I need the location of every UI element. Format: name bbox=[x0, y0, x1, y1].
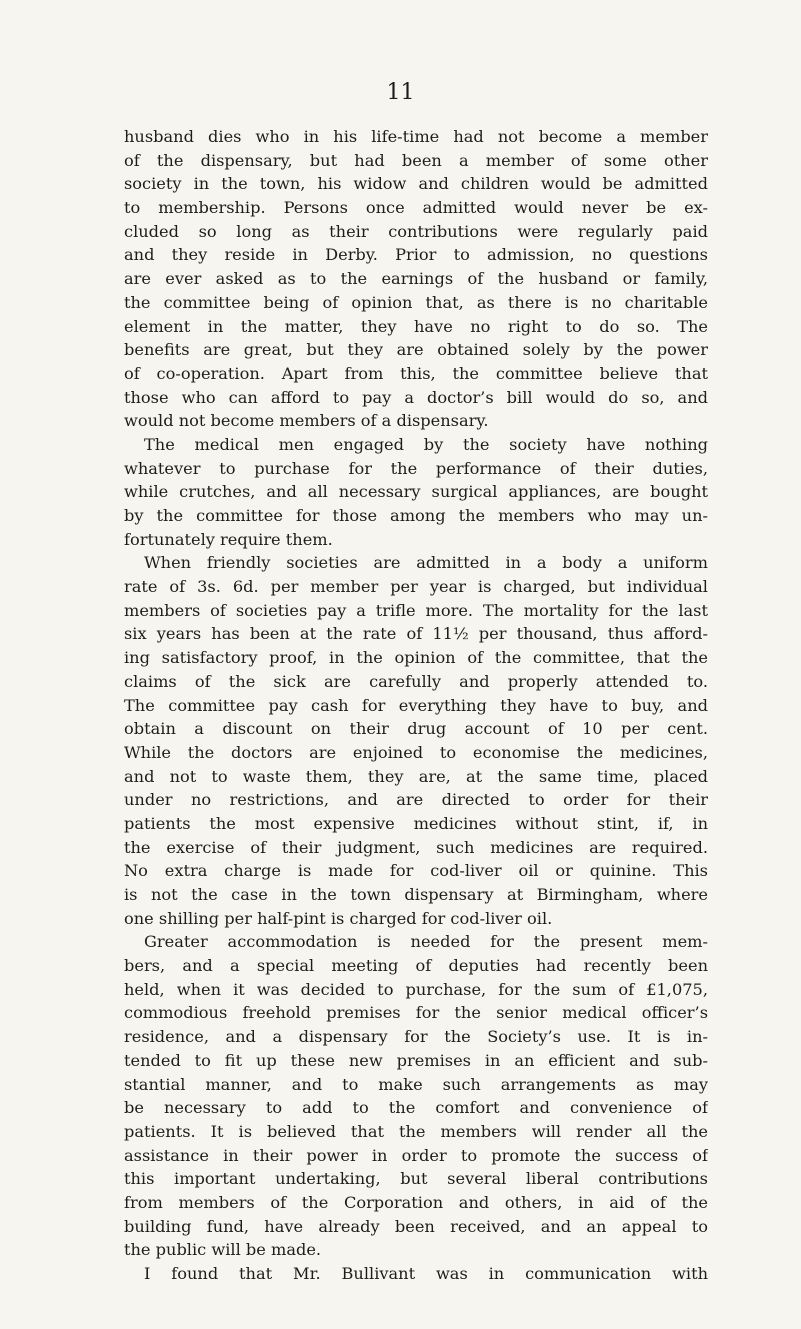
paragraph bbox=[124, 551, 708, 930]
text-line: this important undertaking, but several liberal contributions bbox=[124, 1169, 708, 1189]
text-line: held, when it was decided to purchase, for the sum of £1,075, bbox=[124, 979, 708, 999]
text-line: building fund, have already been received, and an appeal to bbox=[124, 1216, 708, 1236]
text-line: When friendly societies are admitted in a body a uniform bbox=[144, 553, 708, 573]
text-line: to membership. Persons once admitted would never be ex- bbox=[124, 198, 708, 218]
paragraph bbox=[124, 125, 708, 433]
text-line: bers, and a special meeting of deputies had recently been bbox=[124, 956, 708, 976]
text-line: the exercise of their judgment, such medicines are required. bbox=[124, 837, 708, 857]
text-line: commodious freehold premises for the senior medical officer’s bbox=[124, 1003, 708, 1023]
text-line: patients. It is believed that the members will render all the bbox=[124, 1121, 708, 1141]
paragraph bbox=[124, 433, 708, 551]
text-line: one shilling per half-pint is charged for cod-liver oil. bbox=[124, 908, 553, 928]
text-line: society in the town, his widow and children would be admitted bbox=[124, 174, 708, 194]
body-text bbox=[124, 125, 708, 1286]
text-line: The committee pay cash for everything they have to buy, and bbox=[124, 695, 708, 715]
text-line: the public will be made. bbox=[124, 1240, 322, 1260]
text-line: and not to waste them, they are, at the same time, placed bbox=[124, 766, 708, 786]
text-line: from members of the Corporation and others, in aid of the bbox=[124, 1192, 708, 1212]
paragraph bbox=[124, 1262, 708, 1286]
text-line: members of societies pay a trifle more. The mortality for the last bbox=[124, 600, 708, 620]
text-line: be necessary to add to the comfort and convenience of bbox=[124, 1098, 708, 1118]
text-line: husband dies who in his life-time had not become a member bbox=[124, 127, 708, 146]
text-line: would not become members of a dispensary. bbox=[124, 411, 489, 431]
text-line: ing satisfactory proof, in the opinion of the committee, that the bbox=[124, 648, 708, 668]
text-line: tended to fit up these new premises in an efficient and sub- bbox=[124, 1050, 708, 1070]
text-line: fortunately require them. bbox=[124, 529, 333, 549]
text-line: benefits are great, but they are obtained solely by the power bbox=[124, 340, 708, 360]
text-line: whatever to purchase for the performance of their duties, bbox=[124, 458, 708, 478]
text-line: Greater accommodation is needed for the present mem- bbox=[144, 932, 708, 952]
page-number: 11 bbox=[386, 80, 415, 105]
text-line: residence, and a dispensary for the Society’s use. It is in- bbox=[124, 1027, 708, 1047]
text-line: by the committee for those among the members who may un- bbox=[124, 506, 708, 525]
text-line: While the doctors are enjoined to economise the medicines, bbox=[124, 742, 708, 762]
text-line: are ever asked as to the earnings of the husband or family, bbox=[124, 269, 708, 289]
text-line: I found that Mr. Bullivant was in communication with bbox=[144, 1264, 708, 1283]
text-line: assistance in their power in order to promote the success of bbox=[124, 1145, 708, 1165]
text-line: patients the most expensive medicines without stint, if, in bbox=[124, 813, 708, 833]
text-line: the committee being of opinion that, as there is no charitable bbox=[124, 292, 708, 312]
text-line: of the dispensary, but had been a member of some other bbox=[124, 150, 708, 170]
text-line: and they reside in Derby. Prior to admission, no questions bbox=[124, 245, 708, 265]
text-line: cluded so long as their contributions were regularly paid bbox=[124, 221, 708, 241]
text-line: element in the matter, they have no right to do so. The bbox=[124, 316, 708, 336]
text-line: No extra charge is made for cod-liver oil or quinine. This bbox=[124, 861, 708, 881]
paragraph bbox=[124, 930, 708, 1262]
text-line: rate of 3s. 6d. per member per year is charged, but individual bbox=[124, 577, 708, 597]
text-line: while crutches, and all necessary surgical appliances, are bought bbox=[124, 482, 708, 502]
text-line: claims of the sick are carefully and properly attended to. bbox=[124, 671, 708, 691]
text-line: of co-operation. Apart from this, the committee believe that bbox=[124, 363, 708, 383]
text-line: those who can afford to pay a doctor’s bill would do so, and bbox=[124, 387, 708, 407]
text-line: is not the case in the town dispensary at Birmingham, where bbox=[124, 885, 708, 904]
text-line: six years has been at the rate of 11½ per thousand, thus afford- bbox=[124, 624, 708, 644]
text-line: obtain a discount on their drug account of 10 per cent. bbox=[124, 719, 708, 739]
text-line: under no restrictions, and are directed to order for their bbox=[124, 790, 708, 810]
text-line: stantial manner, and to make such arrangements as may bbox=[124, 1074, 708, 1094]
text-line: The medical men engaged by the society have nothing bbox=[144, 434, 708, 454]
